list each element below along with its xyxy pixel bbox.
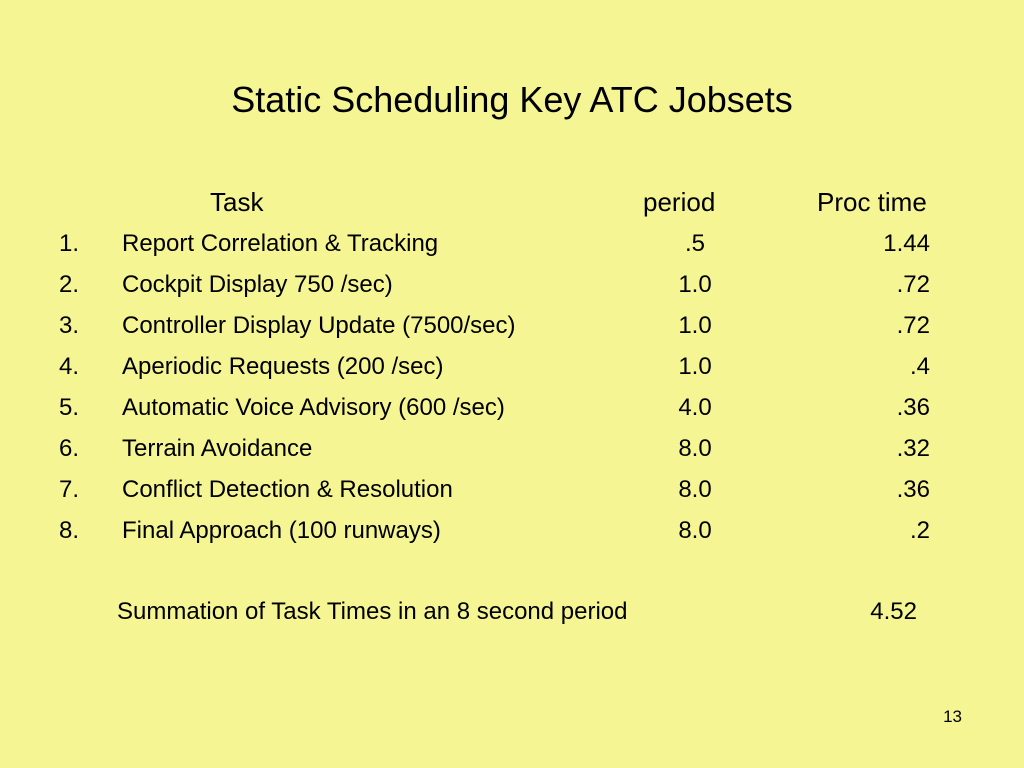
row-proc-time: .32 <box>896 435 930 462</box>
slide-title: Static Scheduling Key ATC Jobsets <box>231 79 793 120</box>
row-number: 4. <box>59 353 80 380</box>
row-task: Cockpit Display 750 /sec) <box>122 271 393 298</box>
row-number: 2. <box>59 271 80 298</box>
table-row <box>0 269 1024 310</box>
row-task: Report Correlation & Tracking <box>122 230 439 257</box>
summary-label: Summation of Task Times in an 8 second period <box>117 598 628 625</box>
row-period: 1.0 <box>678 271 712 298</box>
table-row <box>0 228 1024 269</box>
row-number: 6. <box>59 435 80 462</box>
row-period: 8.0 <box>678 517 712 544</box>
row-task: Automatic Voice Advisory (600 /sec) <box>122 394 505 421</box>
table-row <box>0 433 1024 474</box>
table-row <box>0 392 1024 433</box>
row-proc-time: .2 <box>909 517 930 544</box>
page-number: 13 <box>943 707 962 726</box>
row-period: 8.0 <box>678 476 712 503</box>
row-task: Terrain Avoidance <box>122 435 313 462</box>
row-proc-time: .36 <box>896 394 930 421</box>
summary-row <box>0 596 1024 630</box>
table-row <box>0 351 1024 392</box>
table-row <box>0 515 1024 556</box>
row-period: 4.0 <box>678 394 712 421</box>
summary-value: 4.52 <box>870 598 917 625</box>
row-period: .5 <box>684 230 705 257</box>
row-proc-time: .72 <box>896 271 930 298</box>
row-number: 8. <box>59 517 80 544</box>
row-period: 1.0 <box>678 353 712 380</box>
column-header-proc-time: Proc time <box>817 187 927 217</box>
table-row <box>0 310 1024 351</box>
row-period: 8.0 <box>678 435 712 462</box>
row-task: Controller Display Update (7500/sec) <box>122 312 516 339</box>
row-proc-time: 1.44 <box>883 230 930 257</box>
column-header-task: Task <box>210 187 264 217</box>
row-proc-time: .36 <box>896 476 930 503</box>
row-period: 1.0 <box>678 312 712 339</box>
column-header-period: period <box>643 187 716 217</box>
row-proc-time: .4 <box>909 353 930 380</box>
row-proc-time: .72 <box>896 312 930 339</box>
row-task: Aperiodic Requests (200 /sec) <box>122 353 444 380</box>
row-number: 5. <box>59 394 80 421</box>
table-row <box>0 474 1024 515</box>
row-number: 7. <box>59 476 80 503</box>
row-number: 1. <box>59 230 80 257</box>
row-task: Final Approach (100 runways) <box>122 517 441 544</box>
row-task: Conflict Detection & Resolution <box>122 476 453 503</box>
row-number: 3. <box>59 312 80 339</box>
